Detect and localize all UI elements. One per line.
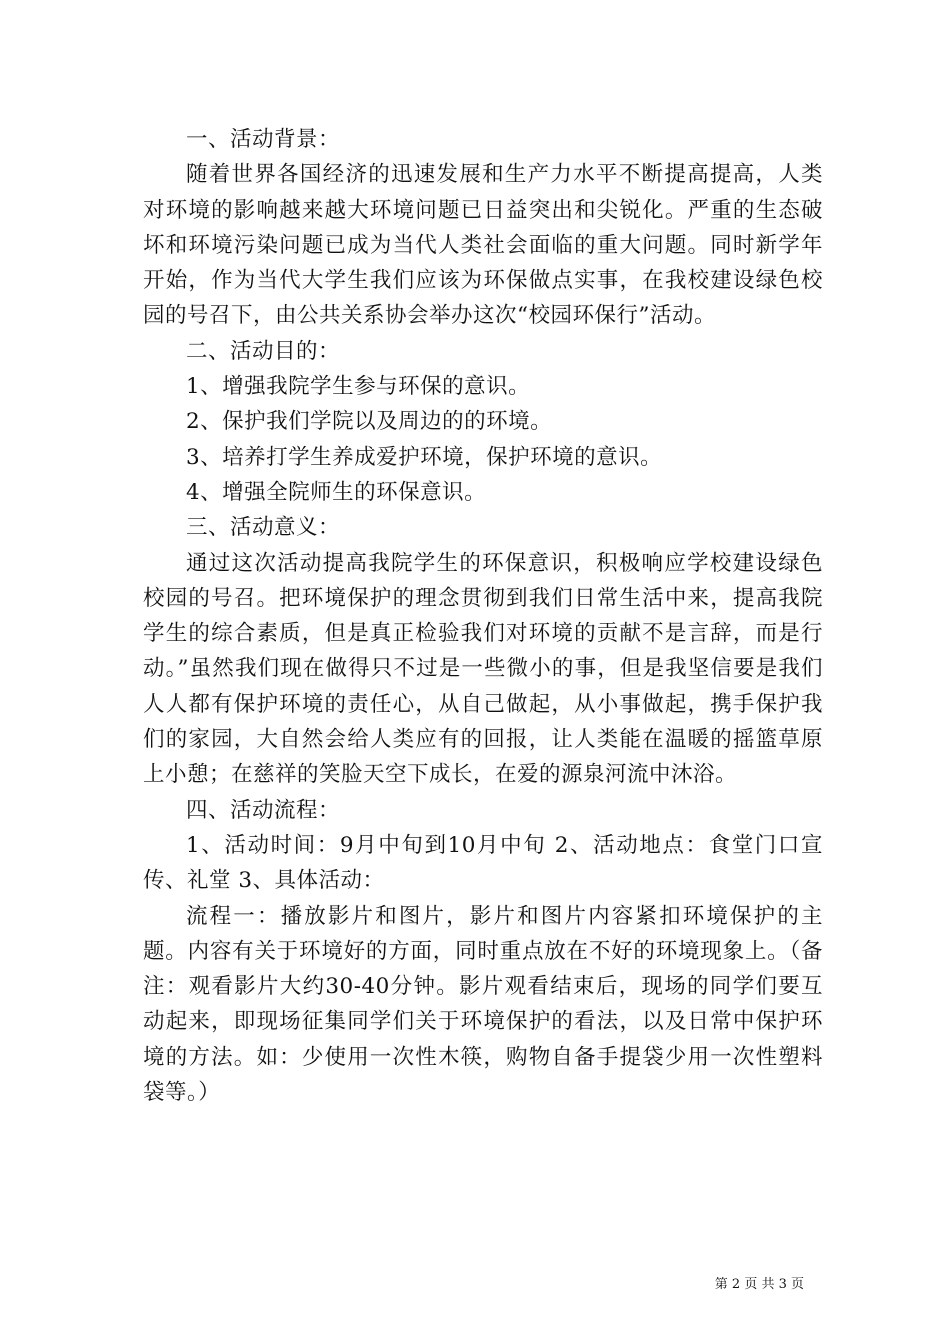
section-heading-purpose: 二、活动目的：: [186, 338, 341, 364]
paragraph-time-location: 1、活动时间：9月中旬到10月中旬 2、活动地点：食堂门口宣传、礼堂 3、具体活动：: [143, 832, 823, 894]
section-heading-significance: 三、活动意义：: [186, 515, 341, 541]
purpose-item-1: 1、增强我院学生参与环保的意识。: [186, 374, 531, 400]
purpose-item-4: 4、增强全院师生的环保意识。: [186, 479, 487, 505]
paragraph-significance: 通过这次活动提高我院学生的环保意识，积极响应学校建设绿色校园的号召。把环境保护的理念贯彻到我们日常生活中来，提高我院学生的综合素质，但是真正检验我们对环境的贡献不是言辞，而是行动。”虽然我们现在做得只不过是一些微小的事，但是我坚信要是我们人人都有保护环境的责任心，从自己做起，从小事做起，携手保护我们的家园，大自然会给人类应有的回报，让人类能在温暖的摇篮草原上小憩；在慈祥的笑脸天空下成长，在爱的源泉河流中沐浴。: [143, 550, 823, 788]
paragraph-background: 随着世界各国经济的迅速发展和生产力水平不断提高提高，人类对环境的影响越来越大环境问题已日益突出和尖锐化。严重的生态破坏和环境污染问题已成为当代人类社会面临的重大问题。同时新学年开始，作为当代大学生我们应该为环保做点实事，在我校建设绿色校园的号召下，由公共关系协会举办这次“校园环保行”活动。: [143, 162, 823, 329]
section-heading-process: 四、活动流程：: [186, 797, 341, 823]
document-body: [143, 122, 823, 1110]
purpose-item-3: 3、培养打学生养成爱护环境，保护环境的意识。: [186, 444, 663, 470]
page-number: 第 2 页 共 3 页: [714, 1277, 804, 1292]
section-heading-background: 一、活动背景：: [186, 127, 341, 152]
paragraph-process-one: 流程一：播放影片和图片，影片和图片内容紧扣环境保护的主题。内容有关于环境好的方面，同时重点放在不好的环境现象上。（备注：观看影片大约30-40分钟。影片观看结束后，现场的同学们要互动起来，即现场征集同学们关于环境保护的看法，以及日常中保护环境的方法。如：少使用一次性木筷，购物自备手提袋少用一次性塑料袋等。）: [143, 903, 823, 1106]
purpose-item-2: 2、保护我们学院以及周边的的环境。: [186, 409, 553, 435]
